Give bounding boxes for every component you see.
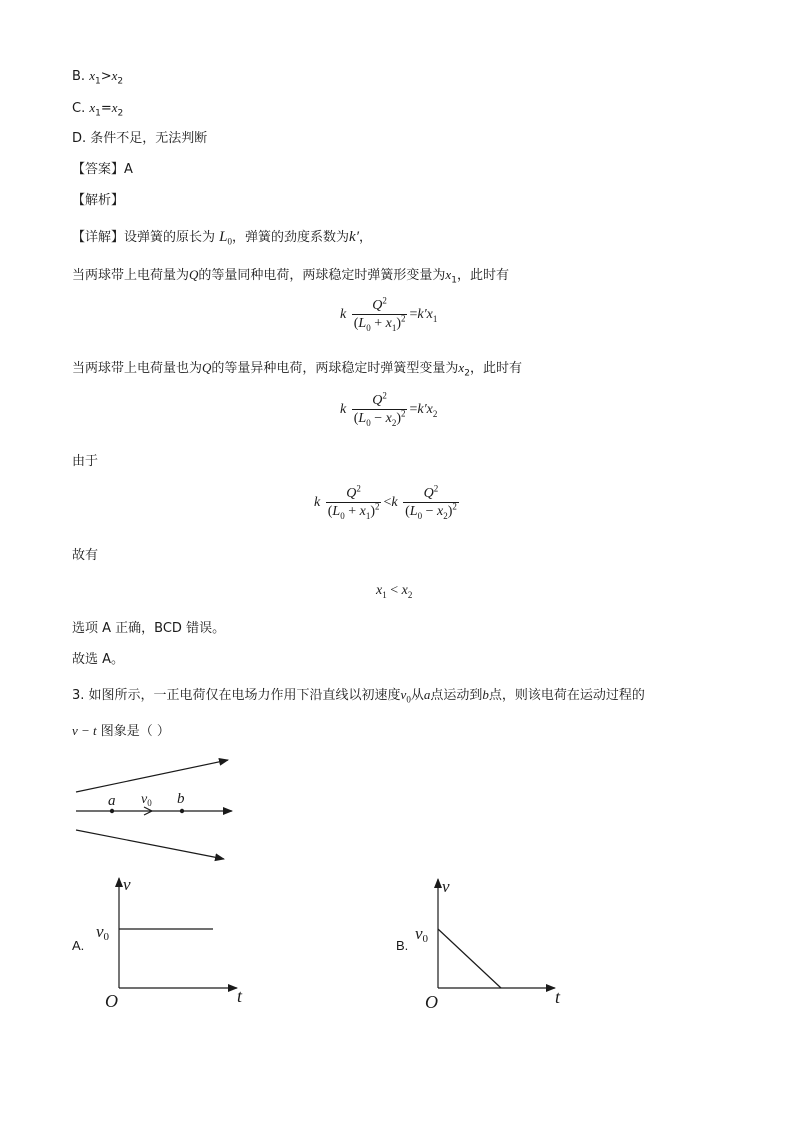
graph-b-option-label: B.: [396, 938, 409, 953]
point-b-label: b: [177, 791, 185, 807]
option-d: D. 条件不足，无法判断: [72, 131, 208, 146]
formula-inequality: k $\frac{Q^2}{(L_0 + x_1)^2}$ <k $\frac{Q^2}{(L_0 - x_2)^2}$: [314, 483, 457, 521]
conclusion-choose: 故选 A。: [72, 652, 125, 667]
point-a-dot: [110, 809, 114, 813]
analysis-tag: 【解析】: [72, 193, 125, 208]
therefore-label: 故有: [72, 548, 99, 563]
since-label: 由于: [72, 454, 99, 469]
field-line-top: [76, 760, 228, 792]
graph-b-origin-label: O: [425, 992, 438, 1012]
answer-tag: 【答案】: [72, 162, 125, 177]
graph-b: [412, 870, 577, 1015]
option-c-label: C.: [72, 101, 90, 116]
question-3-text-line2: v − t 图象是（ ）: [72, 723, 170, 739]
point-a-label: a: [108, 793, 116, 809]
graph-b-v-label: v: [442, 877, 450, 896]
formula-same-charge: k $\frac{Q^2}{(L_0 + x_1)^2}$ $=k'x_1$: [340, 295, 438, 333]
graph-b-t-label: t: [555, 987, 561, 1007]
graph-a: [92, 870, 257, 1015]
velocity-label: $v_0$: [141, 792, 152, 808]
graph-a-option-label: A.: [72, 938, 85, 953]
option-b-label: B.: [72, 69, 90, 84]
formula-opposite-charge: k $\frac{Q^2}{(L_0 - x_2)^2}$ $=k'x_2$: [340, 390, 438, 428]
answer-line: [72, 161, 133, 179]
question-3-text: 3. 如图所示，一正电荷仅在电场力作用下沿直线以初速度$v_0$从a点运动到b点，则该电荷在运动过程的: [72, 687, 645, 705]
answer-value: A: [124, 162, 133, 177]
field-line-bottom: [76, 830, 224, 859]
graph-a-v0-label: v0: [96, 922, 110, 943]
option-c: C. $x_1=x_2$: [72, 100, 124, 119]
paragraph-same-charge: 当两球带上电荷量为Q的等量同种电荷，两球稳定时弹簧形变量为$x_1$，此时有: [72, 267, 509, 286]
detail-line: 【详解】设弹簧的原长为 $L_0$，弹簧的劲度系数为k′，: [72, 229, 372, 247]
point-b-dot: [180, 809, 184, 813]
graph-b-velocity-line: [438, 929, 501, 988]
conclusion-correct: 选项 A 正确，BCD 错误。: [72, 621, 226, 636]
option-b: B. $x_1>x_2$: [72, 68, 124, 87]
graph-a-t-label: t: [237, 986, 243, 1006]
graph-a-v-label: v: [123, 875, 131, 894]
paragraph-opposite-charge: 当两球带上电荷量也为Q的等量异种电荷，两球稳定时弹簧型变量为$x_2$，此时有: [72, 360, 522, 379]
electric-field-figure: [66, 752, 246, 867]
formula-result: $x_1 < x_2$: [376, 583, 413, 600]
graph-a-origin-label: O: [105, 991, 118, 1011]
graph-b-v0-label: v0: [415, 924, 429, 945]
